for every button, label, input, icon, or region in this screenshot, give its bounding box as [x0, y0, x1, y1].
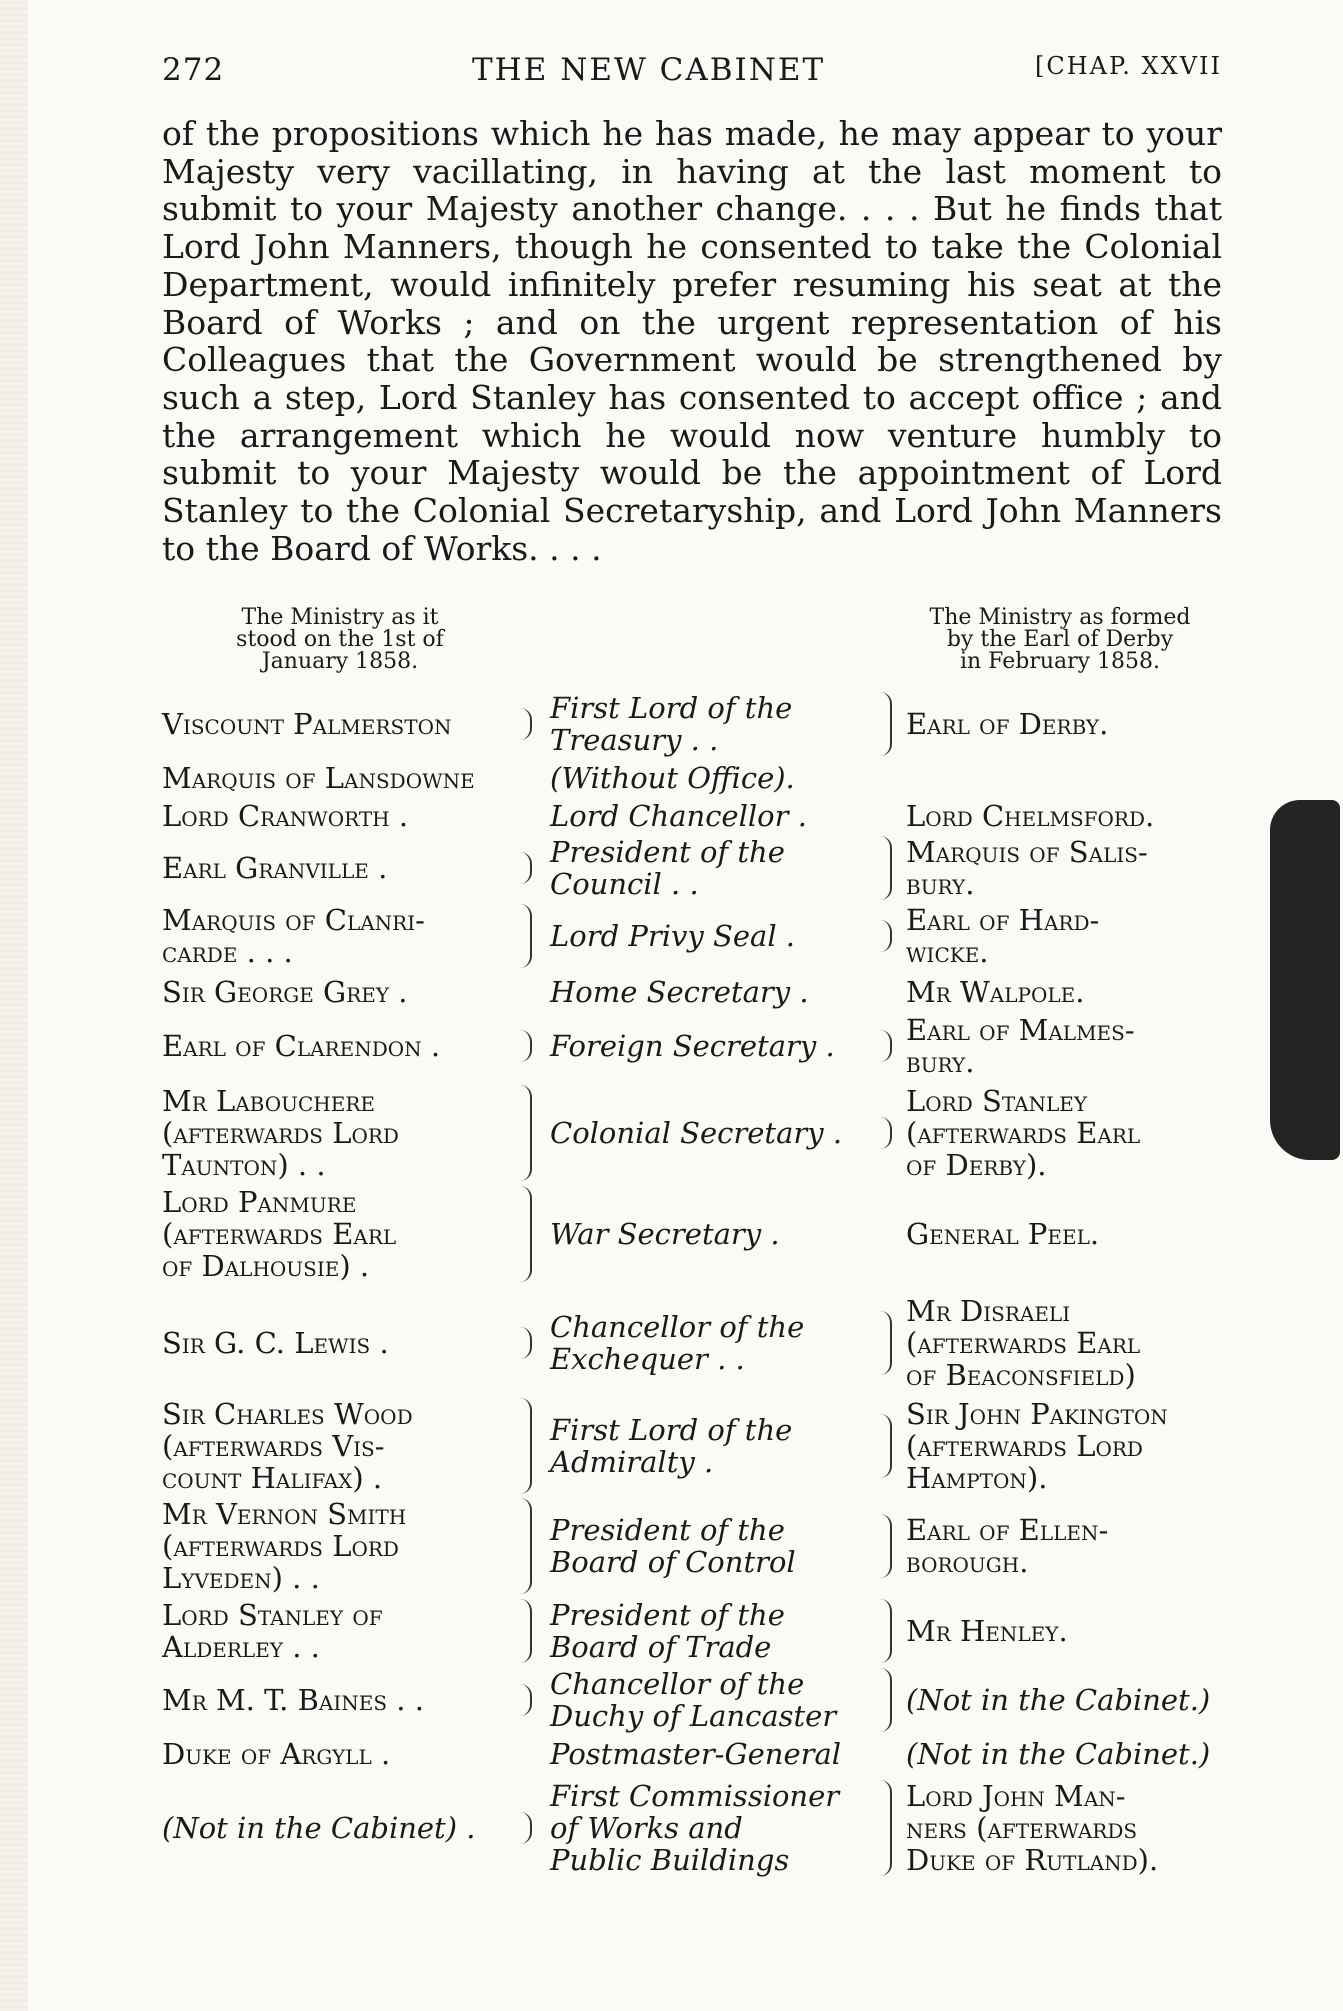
page-edge — [0, 0, 28, 2011]
new-minister — [892, 1085, 1230, 1181]
office-title-text: Postmaster-General — [550, 1737, 842, 1771]
new-minister-text: Earl of Malmes- bury. — [906, 1013, 1135, 1079]
new-minister-text: General Peel. — [906, 1217, 1100, 1251]
old-minister-text: Viscount Palmerston — [162, 707, 452, 741]
body-paragraph: of the propositions which he has made, he may appear to your Majesty very vacillating, in having at the last moment to submit to your Majesty another change. . . . But he finds that Lord John Manners, though he consented to take the Colonial Department, would infinitely prefer resuming his seat at the Board of Works ; and on the urgent representation of his Colleagues that the Government would be strengthened by such a step, Lord Stanley has consented to accept office ; and the arrangement which he would now venture humbly to submit to your Majesty would be the appointment of Lord Stanley to the Colonial Secretaryship, and Lord John Manners to the Board of Works. . . . — [162, 114, 1222, 568]
new-minister — [892, 1615, 1230, 1647]
chapter-label: [CHAP. XXVII — [1035, 52, 1222, 80]
new-minister-text: Sir John Pakington (afterwards Lord Hampton). — [906, 1397, 1168, 1495]
office-title-text: Lord Chancellor . — [550, 799, 807, 833]
old-minister-text: Mr Vernon Smith (afterwards Lord Lyveden) . . — [162, 1497, 407, 1595]
new-minister-text: Lord Chelmsford. — [906, 799, 1155, 833]
new-minister — [892, 904, 1230, 968]
new-minister-text: (Not in the Cabinet.) — [906, 1683, 1211, 1717]
office-title — [532, 1030, 892, 1062]
office-title-text: Colonial Secretary . — [550, 1116, 843, 1150]
old-minister — [162, 708, 532, 740]
new-minister-text: Lord John Man- ners (afterwards Duke of Rutland). — [906, 1779, 1159, 1877]
table-row — [162, 836, 1230, 900]
old-minister-text: Lord Panmure (afterwards Earl of Dalhousie) . — [162, 1185, 397, 1283]
ink-blot — [1270, 800, 1340, 1160]
table-row — [162, 1668, 1230, 1732]
new-minister — [892, 1684, 1230, 1716]
page-number: 272 — [162, 52, 225, 88]
table-row — [162, 1398, 1230, 1494]
new-minister — [892, 1218, 1230, 1250]
table-row — [162, 798, 1230, 834]
old-minister-text: Lord Stanley of Alderley . . — [162, 1598, 383, 1664]
old-minister-text: Sir G. C. Lewis . — [162, 1326, 389, 1360]
old-minister — [162, 1599, 532, 1663]
new-minister — [892, 976, 1230, 1008]
old-minister — [162, 976, 532, 1008]
office-title-text: President of the Council . . — [550, 835, 785, 901]
old-minister — [162, 1030, 532, 1062]
office-title — [532, 762, 892, 794]
old-minister-text: Sir George Grey . — [162, 975, 408, 1009]
new-minister-text: (Not in the Cabinet.) — [906, 1737, 1211, 1771]
table-row — [162, 1778, 1230, 1878]
table-row — [162, 760, 1230, 796]
table-row — [162, 974, 1230, 1010]
new-minister-text: Mr Walpole. — [906, 975, 1085, 1009]
office-title-text: Foreign Secretary . — [550, 1029, 835, 1063]
table-row — [162, 692, 1230, 756]
office-title — [532, 1668, 892, 1732]
old-minister-text: Marquis of Clanri- carde . . . — [162, 903, 425, 969]
old-minister — [162, 1684, 532, 1716]
old-minister-text: Lord Cranworth . — [162, 799, 409, 833]
new-minister — [892, 708, 1230, 740]
new-minister-text: Earl of Hard- wicke. — [906, 903, 1100, 969]
old-minister — [162, 762, 532, 794]
old-minister — [162, 1738, 532, 1770]
table-row — [162, 1186, 1230, 1282]
table-row — [162, 1736, 1230, 1772]
old-minister-text: Duke of Argyll . — [162, 1737, 391, 1771]
table-row — [162, 1014, 1230, 1078]
new-minister-text: Mr Henley. — [906, 1614, 1068, 1648]
office-title — [532, 692, 892, 756]
left-column-heading: The Ministry as it stood on the 1st of January 1858. — [236, 605, 444, 674]
running-title: THE NEW CABINET — [472, 52, 826, 88]
office-title-text: Lord Privy Seal . — [550, 919, 796, 953]
office-title — [532, 1780, 892, 1876]
old-minister — [162, 852, 532, 884]
old-minister — [162, 1186, 532, 1282]
old-minister — [162, 1498, 532, 1594]
ministry-table — [162, 692, 1230, 1878]
office-title — [532, 1311, 892, 1375]
old-minister-text: Sir Charles Wood (afterwards Vis- count Halifax) . — [162, 1397, 413, 1495]
old-minister — [162, 1812, 532, 1844]
office-title — [532, 1599, 892, 1663]
office-title-text: (Without Office). — [550, 761, 795, 795]
new-minister — [892, 1014, 1230, 1078]
new-minister-text: Mr Disraeli (afterwards Earl of Beaconsfield) — [906, 1294, 1141, 1392]
old-minister-text: Earl Granville . — [162, 851, 388, 885]
new-minister — [892, 836, 1230, 900]
new-minister — [892, 1738, 1230, 1770]
office-title — [532, 836, 892, 900]
office-title-text: Home Secretary . — [550, 975, 809, 1009]
office-title — [532, 976, 892, 1008]
old-minister-text: Marquis of Lansdowne — [162, 761, 475, 795]
old-minister-text: (Not in the Cabinet) . — [162, 1811, 476, 1845]
new-minister — [892, 1295, 1230, 1391]
new-minister-text: Earl of Derby. — [906, 707, 1109, 741]
new-minister — [892, 1514, 1230, 1578]
old-minister — [162, 1327, 532, 1359]
table-row — [162, 904, 1230, 968]
office-title-text: Chancellor of the Duchy of Lancaster — [550, 1667, 837, 1733]
office-title — [532, 1117, 892, 1149]
new-minister — [892, 1398, 1230, 1494]
running-header — [162, 52, 1222, 102]
new-minister — [892, 1780, 1230, 1876]
right-column-heading: The Ministry as formed by the Earl of Derby in February 1858. — [929, 605, 1191, 674]
office-title-text: First Lord of the Treasury . . — [550, 691, 793, 757]
new-minister-text: Earl of Ellen- borough. — [906, 1513, 1109, 1579]
new-minister — [892, 800, 1230, 832]
office-title-text: President of the Board of Control — [550, 1513, 796, 1579]
office-title — [532, 1414, 892, 1478]
office-title — [532, 800, 892, 832]
table-row — [162, 1294, 1230, 1392]
old-minister — [162, 904, 532, 968]
old-minister — [162, 1398, 532, 1494]
old-minister — [162, 800, 532, 832]
office-title — [532, 920, 892, 952]
office-title-text: First Lord of the Admiralty . — [550, 1413, 793, 1479]
office-title — [532, 1218, 892, 1250]
office-title — [532, 1514, 892, 1578]
old-minister-text: Mr Labouchere (afterwards Lord Taunton) . . — [162, 1084, 399, 1182]
office-title-text: President of the Board of Trade — [550, 1598, 785, 1664]
table-row — [162, 1598, 1230, 1664]
office-title-text: First Commissioner of Works and Public Buildings — [550, 1779, 840, 1877]
old-minister-text: Earl of Clarendon . — [162, 1029, 441, 1063]
new-minister-text: Marquis of Salis- bury. — [906, 835, 1148, 901]
table-row — [162, 1084, 1230, 1182]
table-row — [162, 1498, 1230, 1594]
office-title — [532, 1738, 892, 1770]
office-title-text: War Secretary . — [550, 1217, 780, 1251]
old-minister — [162, 1085, 532, 1181]
old-minister-text: Mr M. T. Baines . . — [162, 1683, 424, 1717]
office-title-text: Chancellor of the Exchequer . . — [550, 1310, 805, 1376]
new-minister-text: Lord Stanley (afterwards Earl of Derby). — [906, 1084, 1141, 1182]
